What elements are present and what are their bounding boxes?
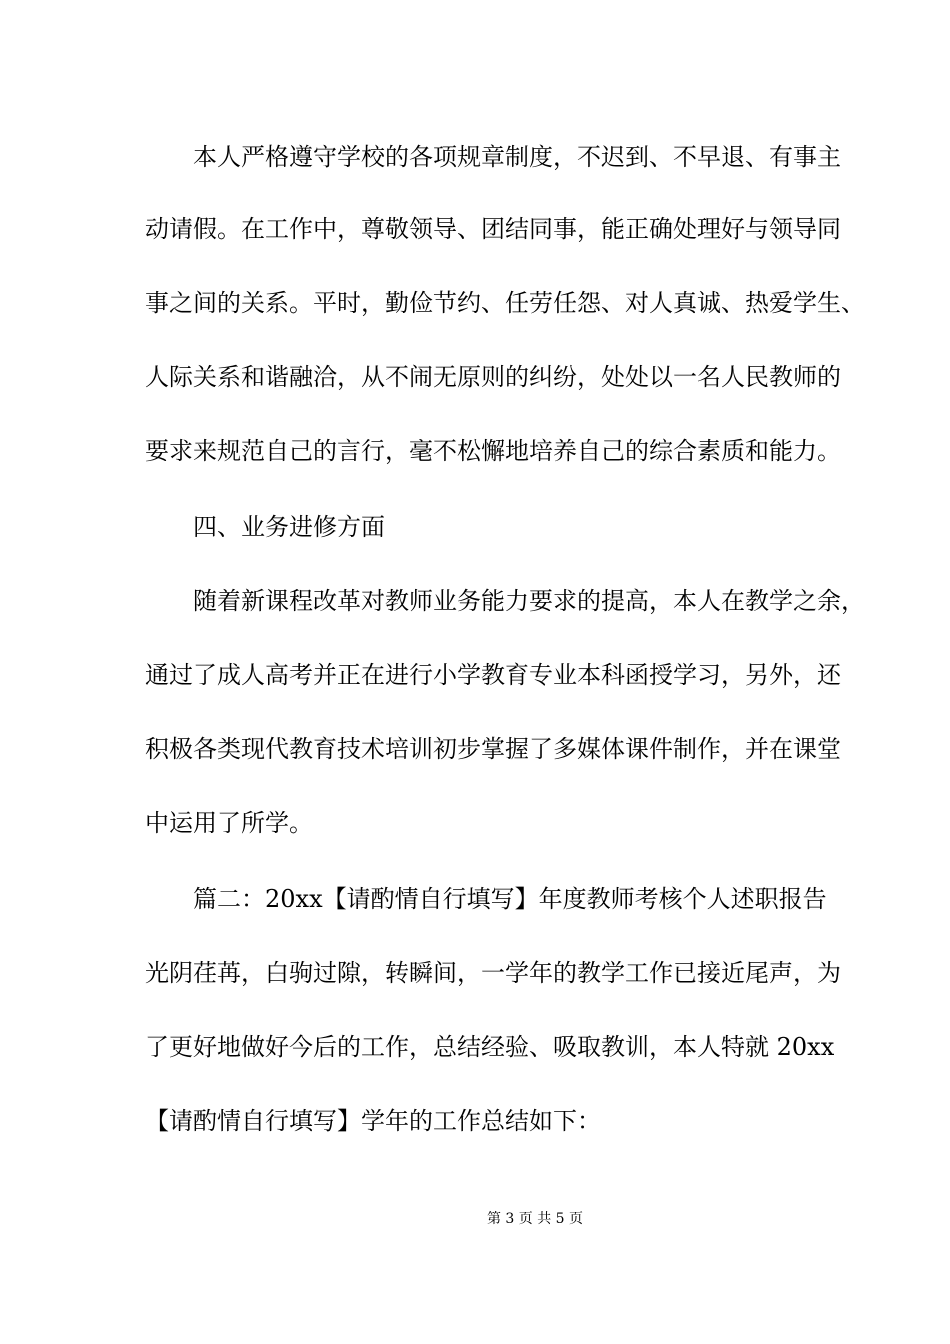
paragraph-line: 要求来规范自己的言行，毫不松懈地培养自己的综合素质和能力。 (145, 437, 841, 465)
paragraph-line: 本人严格遵守学校的各项规章制度，不迟到、不早退、有事主 (193, 143, 841, 171)
paragraph-line: 中运用了所学。 (145, 809, 313, 837)
paragraph-line: 随着新课程改革对教师业务能力要求的提高，本人在教学之余， (193, 587, 865, 615)
paragraph-line: 动请假。在工作中，尊敬领导、团结同事，能正确处理好与领导同 (145, 215, 841, 243)
paragraph-line: 积极各类现代教育技术培训初步掌握了多媒体课件制作，并在课堂 (145, 735, 841, 763)
paragraph-line: 人际关系和谐融洽，从不闹无原则的纠纷，处处以一名人民教师的 (145, 363, 841, 391)
paragraph-line: 光阴荏苒，白驹过隙，转瞬间，一学年的教学工作已接近尾声，为 (145, 959, 841, 987)
page-number-footer: 第 3 页 共 5 页 (486, 1211, 584, 1227)
paragraph-line: 【请酌情自行填写】学年的工作总结如下： (145, 1107, 601, 1135)
article-title: 篇二：20xx【请酌情自行填写】年度教师考核个人述职报告 (193, 885, 827, 913)
paragraph-line: 了更好地做好今后的工作，总结经验、吸取教训，本人特就 20xx (145, 1033, 835, 1061)
paragraph-line: 事之间的关系。平时，勤俭节约、任劳任怨、对人真诚、热爱学生、 (145, 289, 865, 317)
section-heading: 四、业务进修方面 (193, 513, 385, 541)
paragraph-line: 通过了成人高考并正在进行小学教育专业本科函授学习，另外，还 (145, 661, 841, 689)
